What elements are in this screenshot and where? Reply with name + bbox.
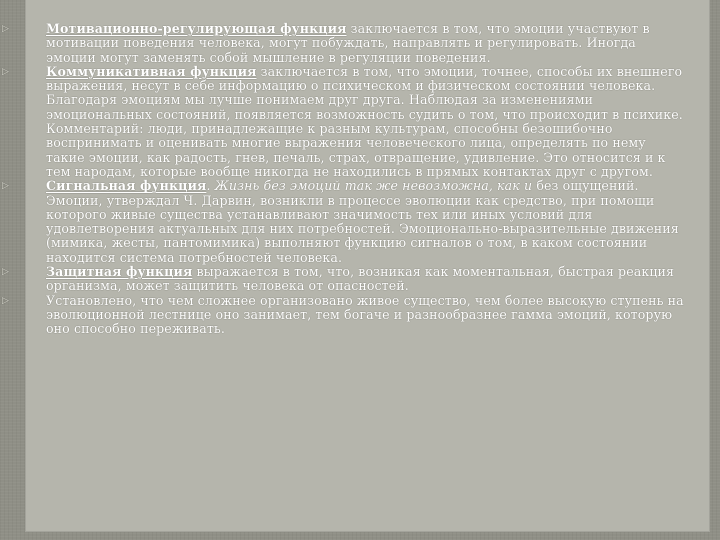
term-heading: Мотивационно-регулирующая функция [46,21,347,36]
bullet-arrow-icon: ▷ [2,295,10,306]
term-heading: Защитная функция [46,264,193,280]
bullet-arrow-icon: ▷ [2,66,10,77]
list-item [0,22,690,65]
item-text: заключается в том, что эмоции, точнее, способы их внешнего выражения, несут в себе информацию о психическом и физическом состоянии человека. Благодаря эмоциям мы лучше понимаем друг друга. Наблюдая за изменениями эмоциональных состояний, появляется возможность судить о том, что происходит в психике. Комментарий: люди, принадлежащие к разным культурам, способны безошибочно воспринимать и оценивать многие выражения человеческого лица, определять по нему такие эмоции, как радость, гнев, печаль, страх, отвращение, удивление. Это относится и к тем народам, которые вообще никогда не находились в прямых контактах друг с другом. [46,63,683,179]
item-text: заключается в том, что эмоции участвуют в мотивации поведения человека, могут побуждать, направлять и регулировать. Иногда эмоции могут заменять собой мышление в регуляции поведения. [46,21,650,65]
bullet-arrow-icon: ▷ [2,24,10,34]
list-item [0,65,690,179]
item-text: без ощущений. Эмоции, утверждал Ч. Дарвин, возникли в процессе эволюции как средство, при помощи которого живые существа устанавливают значимость тех или иных условий для удовлетворения актуальных для них потребностей. Эмоционально-выразительные движения (мимика, жесты, пантомимика) выполняют функцию сигналов о том, в каком состоянии находится система потребностей человека. [46,178,679,265]
term-heading: Сигнальная функция [46,178,207,194]
term-heading: Коммуникативная функция [46,63,257,79]
item-text-italic: . Жизнь без эмоций так же невозможна, как и [206,178,533,194]
bullet-list [0,22,690,337]
item-text: выражается в том, что, возникая как моментальная, быстрая реакция организма, может защитить человека от опасностей. [46,264,675,294]
list-item [0,294,690,337]
bullet-arrow-icon: ▷ [2,267,10,278]
bullet-arrow-icon: ▷ [2,181,10,192]
list-item [0,265,690,294]
item-text: Установлено, что чем сложнее организовано живое существо, чем более высокую ступень на эволюционной лестнице оно занимает, тем богаче и разнообразнее гамма эмоций, которую оно способно переживать. [46,292,684,337]
list-item [0,179,690,265]
